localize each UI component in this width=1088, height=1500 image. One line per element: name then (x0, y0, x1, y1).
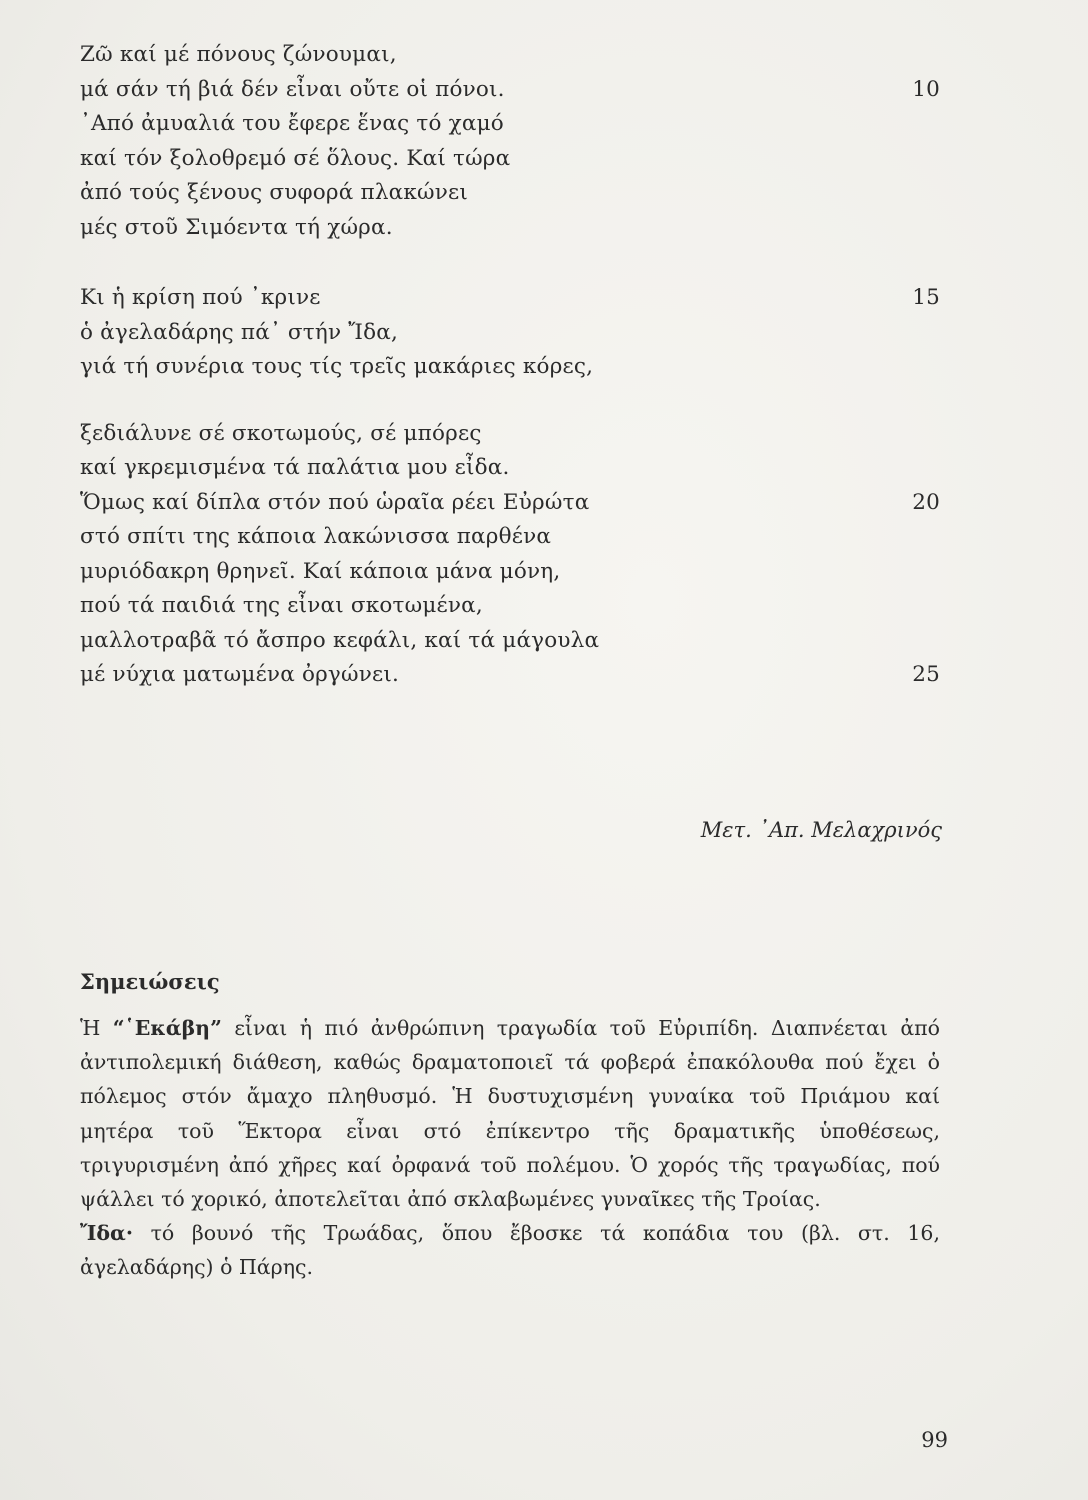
poem-line-text: μυριόδακρη θρηνεῖ. Καί κάποια μάνα μόνη, (80, 558, 561, 584)
line-number: 10 (912, 76, 940, 102)
poem-line-text: ξεδιάλυνε σέ σκοτωμούς, σέ μπόρες (80, 420, 482, 446)
page-number: 99 (921, 1428, 948, 1452)
note-hecuba-term: “῾Εκάβη” (112, 1016, 222, 1040)
poem-line-text: μές στοῦ Σιμόεντα τή χώρα. (80, 214, 393, 240)
poem-line-text: ἀπό τούς ξένους συφορά πλακώνει (80, 180, 468, 205)
poem-line (80, 486, 940, 521)
poem-line (80, 142, 940, 177)
poem-line-text: μέ νύχια ματωμένα ὀργώνει. (80, 662, 399, 687)
poem-line-text: καί γκρεμισμένα τά παλάτια μου εἶδα. (80, 455, 510, 480)
note-hecuba (80, 1011, 940, 1216)
poem-line-text: μαλλοτραβᾶ τό ἄσπρο κεφάλι, καί τά μάγουλα (80, 627, 600, 653)
poem (80, 38, 940, 729)
poem-line-text: καί τόν ξολοθρεμό σέ ὅλους. Καί τώρα (80, 145, 511, 171)
poem-line-text: γιά τή συνέρια τους τίς τρεῖς μακάριες κόρες, (80, 354, 594, 379)
poem-line (80, 281, 940, 316)
poem-line-text: Κι ἡ κρίση πού ᾿κρινε (80, 285, 321, 310)
note-ida (80, 1216, 940, 1284)
poem-line (80, 555, 940, 590)
line-number: 25 (912, 662, 940, 687)
notes-section (80, 965, 940, 1285)
poem-line-text: ᾿Από ἀμυαλιά του ἔφερε ἕνας τό χαμό (80, 111, 504, 136)
poem-line-text: μά σάν τή βιά δέν εἶναι οὔτε οἱ πόνοι. (80, 76, 505, 102)
stanza-3 (80, 417, 940, 693)
poem-line (80, 211, 940, 246)
note-hecuba-body: εἶναι ἡ πιό ἀνθρώπινη τραγωδία τοῦ Εὐριπίδη. Διαπνέεται ἀπό ἀντιπολεμική διάθεση, καθώς δραματοποιεῖ τά φοβερά ἐπακόλουθα πού ἔχει ὁ πόλεμος στόν ἄμαχο πληθυσμό. Ἡ δυστυχισμένη γυναίκα τοῦ Πριάμου καί μητέρα τοῦ Ἕκτορα εἶναι στό ἐπίκεντρο τῆς δραματικῆς ὑποθέσεως, τριγυρισμένη ἀπό χῆρες καί ὀρφανά τοῦ πολέμου. Ὁ χορός τῆς τραγωδίας, πού ψάλλει τό χορικό, ἀποτελεῖται ἀπό σκλαβωμένες γυναῖκες τῆς Τροίας. (80, 1016, 940, 1212)
poem-line-text: Ζῶ καί μέ πόνους ζώνουμαι, (80, 42, 397, 67)
poem-line (80, 624, 940, 659)
poem-line (80, 350, 940, 385)
poem-line (80, 520, 940, 555)
note-ida-term: Ἴδα· (80, 1221, 133, 1246)
poem-line-text: ὁ ἀγελαδάρης πά᾿ στήν Ἴδα, (80, 319, 398, 345)
line-number: 15 (912, 285, 940, 310)
poem-line (80, 658, 940, 693)
poem-line (80, 176, 940, 211)
stanza-1 (80, 38, 940, 245)
poem-line (80, 73, 940, 108)
stanza-2 (80, 281, 940, 385)
poem-line (80, 589, 940, 624)
note-hecuba-prefix: Ἡ (80, 1016, 113, 1040)
poem-line-text: πού τά παιδιά της εἶναι σκοτωμένα, (80, 593, 483, 618)
poem-line-text: Ὅμως καί δίπλα στόν πού ὡραῖα ρέει Εὐρώτα (80, 489, 590, 515)
note-ida-body: τό βουνό τῆς Τρωάδας, ὅπου ἔβοσκε τά κοπάδια του (βλ. στ. 16, ἀγελαδάρης) ὁ Πάρης. (80, 1221, 940, 1280)
poem-line (80, 38, 940, 73)
notes-heading: Σημειώσεις (80, 969, 220, 994)
translator-credit: Μετ. ᾿Απ. Μελαχρινός (700, 818, 942, 842)
poem-line (80, 451, 940, 486)
poem-line (80, 417, 940, 452)
poem-line (80, 107, 940, 142)
line-number: 20 (912, 489, 940, 515)
poem-line-text: στό σπίτι της κάποια λακώνισσα παρθένα (80, 524, 552, 549)
poem-line (80, 316, 940, 351)
